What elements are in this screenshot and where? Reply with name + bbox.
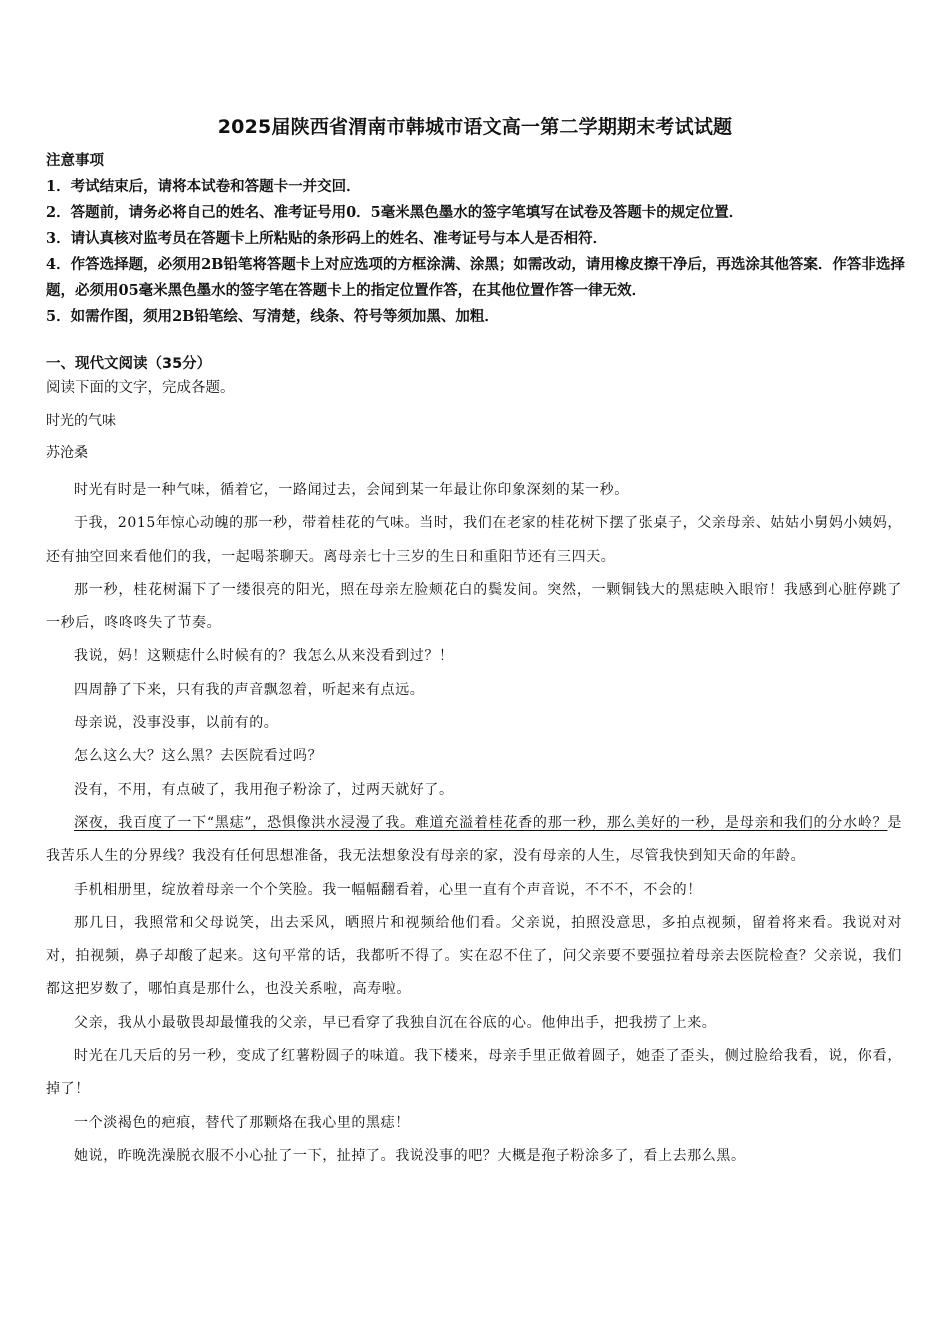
article-paragraph: 于我，2015年惊心动魄的那一秒，带着桂花的气味。当时，我们在老家的桂花树下摆了张桌子，父亲母亲、姑姑小舅妈小姨妈，还有抽空回来看他们的我，一起喝茶聊天。离母亲七十三岁的生日和重阳节还有三四天。 bbox=[46, 515, 902, 565]
article-paragraph: 没有，不用，有点破了，我用孢子粉涂了，过两天就好了。 bbox=[74, 781, 454, 798]
paragraph-rest: 是我苦乐人生的分界线？我没有任何思想准备，我无法想象没有母亲的家，没有母亲的人生，尽管我快到知天命的年龄。 bbox=[46, 814, 902, 865]
article-paragraph-underlined bbox=[46, 807, 902, 874]
section-instruction: 阅读下面的文字，完成各题。 bbox=[46, 380, 235, 396]
notice-item: 4．作答选择题，必须用2B铅笔将答题卡上对应选项的方框涂满、涂黑；如需改动，请用橡皮擦干净后，再选涂其他答案．作答非选择题，必须用05毫米黑色墨水的签字笔在答题卡上的指定位置作答，在其他位置作答一律无效． bbox=[46, 256, 905, 299]
section-heading: 一、现代文阅读（35分） bbox=[46, 356, 212, 372]
article-paragraph: 四周静了下来，只有我的声音飘忽着，听起来有点远。 bbox=[74, 681, 425, 698]
notice-item: 5．如需作图，须用2B铅笔绘、写清楚，线条、符号等须加黑、加粗． bbox=[46, 308, 499, 325]
underlined-sentence: 深夜，我百度了一下“黑痣”，恐惧像洪水浸漫了我。难道充溢着桂花香的那一秒，那么美好的一秒，是母亲和我们的分水岭？ bbox=[74, 814, 888, 831]
article-paragraph: 她说，昨晚洗澡脱衣服不小心扯了一下，扯掉了。我说没事的吧？大概是孢子粉涂多了，看上去那么黑。 bbox=[74, 1147, 746, 1164]
article-paragraph: 那几日，我照常和父母说笑，出去采风，晒照片和视频给他们看。父亲说，拍照没意思，多拍点视频，留着将来看。我说对对对，拍视频，鼻子却酸了起来。这句平常的话，我都听不得了。实在忍不住了，问父亲要不要强拉着母亲去医院检查？父亲说，我们都这把岁数了，哪怕真是那什么，也没关系啦，高寿啦。 bbox=[46, 914, 902, 998]
article-paragraph: 手机相册里，绽放着母亲一个个笑脸。我一幅幅翻看着，心里一直有个声音说，不不不，不会的！ bbox=[74, 881, 702, 898]
article-body bbox=[46, 474, 902, 1173]
article-title: 时光的气味 bbox=[46, 413, 116, 429]
article-paragraph: 一个淡褐色的疤痕，替代了那颗烙在我心里的黑痣！ bbox=[74, 1114, 410, 1131]
article-paragraph: 父亲，我从小最敬畏却最懂我的父亲，早已看穿了我独自沉在谷底的心。他伸出手，把我捞了上来。 bbox=[74, 1014, 717, 1031]
notice-block bbox=[46, 148, 906, 330]
article-paragraph: 时光有时是一种气味，循着它，一路闻过去，会闻到某一年最让你印象深刻的某一秒。 bbox=[74, 482, 629, 498]
article-paragraph: 母亲说，没事没事，以前有的。 bbox=[74, 715, 279, 732]
article-paragraph: 那一秒，桂花树漏下了一缕很亮的阳光，照在母亲左脸颊花白的鬓发间。突然，一颗铜钱大的黑痣映入眼帘！我感到心脏停跳了一秒后，咚咚咚失了节奏。 bbox=[46, 581, 902, 632]
article-author: 苏沧桑 bbox=[46, 445, 88, 461]
notice-item: 2．答题前，请务必将自己的姓名、准考证号用0．5毫米黑色墨水的签字笔填写在试卷及答题卡的规定位置． bbox=[46, 204, 744, 221]
article-paragraph: 时光在几天后的另一秒，变成了红薯粉圆子的味道。我下楼来，母亲手里正做着圆子，她歪了歪头，侧过脸给我看，说，你看，掉了！ bbox=[46, 1048, 902, 1098]
notice-heading: 注意事项 bbox=[46, 153, 104, 169]
article-paragraph: 怎么这么大？这么黑？去医院看过吗？ bbox=[74, 748, 323, 765]
page-title: 2025届陕西省渭南市韩城市语文高一第二学期期末考试试题 bbox=[217, 116, 733, 138]
notice-item: 3．请认真核对监考员在答题卡上所粘贴的条形码上的姓名、准考证号与本人是否相符． bbox=[46, 230, 608, 247]
notice-item: 1．考试结束后，请将本试卷和答题卡一并交回． bbox=[46, 178, 361, 195]
article-paragraph: 我说，妈！这颗痣什么时候有的？我怎么从来没看到过？！ bbox=[74, 648, 454, 665]
